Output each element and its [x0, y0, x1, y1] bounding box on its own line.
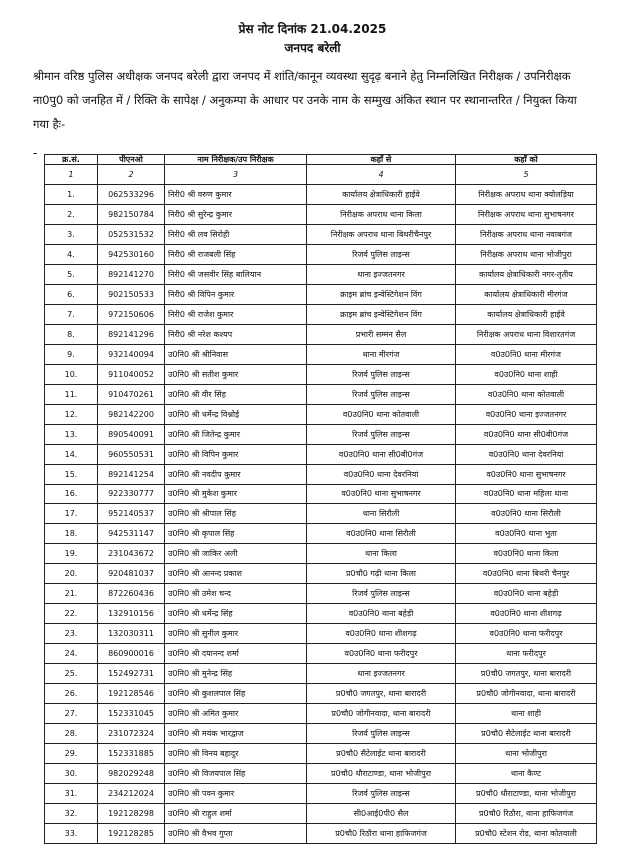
cell-from: कार्यालय क्षेत्राधिकारी हाईवे — [307, 184, 456, 204]
cell-to: प्र0चौ0 जगतपुर, थाना बारादरी — [456, 664, 597, 684]
col-header-from: कहाँ से — [307, 155, 456, 165]
cell-from: व0उ0नि0 थाना फरीदपुर — [307, 644, 456, 664]
cell-from: थाना इज्जतनगर — [307, 664, 456, 684]
cell-officer-name: उ0नि0 श्री वीर सिंह — [165, 384, 307, 404]
cell-serial: 32. — [45, 804, 98, 824]
cell-to: कार्यालय क्षेत्राधिकारी मीरगंज — [456, 284, 597, 304]
table-row — [45, 804, 597, 824]
cell-from: प्र0चौ0 जगतपुर, थाना बारादरी — [307, 684, 456, 704]
cell-to: निरीक्षक अपराध थाना सुभाषनगर — [456, 204, 597, 224]
cell-officer-name: निरी0 श्री राजेश कुमार — [165, 304, 307, 324]
cell-from: रिजर्व पुलिस लाइन्स — [307, 724, 456, 744]
cell-to: प्र0चौ0 सैटेलाईट थाना बारादरी — [456, 724, 597, 744]
cell-from: व0उ0नि0 थाना कोतवाली — [307, 404, 456, 424]
cell-serial: 18. — [45, 524, 98, 544]
cell-serial: 31. — [45, 784, 98, 804]
table-row — [45, 264, 597, 284]
cell-to: निरीक्षक अपराध थाना क्योलड़िया — [456, 184, 597, 204]
cell-to: प्र0चौ0 धौराटाण्डा, थाना भोजीपुरा — [456, 784, 597, 804]
cell-pno: 062533296 — [98, 184, 165, 204]
cell-from: व0उ0नि0 थाना शीशगढ़ — [307, 624, 456, 644]
cell-from: रिजर्व पुलिस लाइन्स — [307, 244, 456, 264]
cell-to: व0उ0नि0 थाना बहेड़ी — [456, 584, 597, 604]
cell-pno: 942530160 — [98, 244, 165, 264]
cell-to: निरीक्षक अपराध थाना नवाबगंज — [456, 224, 597, 244]
table-row — [45, 744, 597, 764]
cell-officer-name: उ0नि0 श्री वैभव गुप्ता — [165, 823, 307, 843]
table-row — [45, 464, 597, 484]
table-row — [45, 384, 597, 404]
cell-serial: 24. — [45, 644, 98, 664]
cell-from: थाना किला — [307, 544, 456, 564]
cell-from: निरीक्षक अपराध थाना बिथरीचैनपुर — [307, 224, 456, 244]
cell-pno: 192128298 — [98, 804, 165, 824]
cell-officer-name: उ0नि0 श्री पवन कुमार — [165, 784, 307, 804]
cell-officer-name: उ0नि0 श्री नवदीप कुमार — [165, 464, 307, 484]
table-row — [45, 344, 597, 364]
cell-to: व0उ0नि0 थाना देवरनियां — [456, 444, 597, 464]
cell-to: कार्यालय क्षेत्राधिकारी हाईवे — [456, 304, 597, 324]
table-row — [45, 704, 597, 724]
table-row — [45, 584, 597, 604]
cell-officer-name: निरी0 श्री लव सिरोही — [165, 224, 307, 244]
cell-pno: 872260436 — [98, 584, 165, 604]
cell-from: थाना इज्जतनगर — [307, 264, 456, 284]
table-row — [45, 204, 597, 224]
cell-pno: 982150784 — [98, 204, 165, 224]
cell-serial: 4. — [45, 244, 98, 264]
cell-pno: 982029248 — [98, 764, 165, 784]
cell-from: व0उ0नि0 थाना देवरनियां — [307, 464, 456, 484]
cell-officer-name: उ0नि0 श्री विजयपाल सिंह — [165, 764, 307, 784]
cell-officer-name: उ0नि0 श्री अमित कुमार — [165, 704, 307, 724]
cell-pno: 920481037 — [98, 564, 165, 584]
cell-to: थाना कैण्ट — [456, 764, 597, 784]
cell-pno: 892141296 — [98, 324, 165, 344]
cell-officer-name: उ0नि0 श्री विपिन कुमार — [165, 444, 307, 464]
cell-officer-name: उ0नि0 श्री कृपाल सिंह — [165, 524, 307, 544]
cell-pno: 192128285 — [98, 823, 165, 843]
cell-serial: 20. — [45, 564, 98, 584]
table-row — [45, 224, 597, 244]
cell-serial: 8. — [45, 324, 98, 344]
cell-officer-name: निरी0 श्री वरुण कुमार — [165, 184, 307, 204]
cell-serial: 1. — [45, 184, 98, 204]
cell-from: प्र0चौ0 गढ़ी थाना किला — [307, 564, 456, 584]
cell-officer-name: निरी0 श्री विपिन कुमार — [165, 284, 307, 304]
cell-officer-name: उ0नि0 श्री जाकिर अली — [165, 544, 307, 564]
table-row — [45, 324, 597, 344]
table-row — [45, 784, 597, 804]
cell-officer-name: उ0नि0 श्री आनन्द प्रकाश — [165, 564, 307, 584]
cell-from: प्र0चौ0 जोगीनवादा, थाना बारादरी — [307, 704, 456, 724]
table-row — [45, 244, 597, 264]
cell-from: थाना मीरगंज — [307, 344, 456, 364]
table-row — [45, 404, 597, 424]
table-row — [45, 424, 597, 444]
cell-pno: 231072324 — [98, 724, 165, 744]
cell-officer-name: उ0नि0 श्री दयानन्द शर्मा — [165, 644, 307, 664]
cell-officer-name: उ0नि0 श्री श्रीपाल सिंह — [165, 504, 307, 524]
cell-serial: 9. — [45, 344, 98, 364]
table-row — [45, 624, 597, 644]
cell-pno: 892141270 — [98, 264, 165, 284]
cell-to: व0उ0नि0 थाना सी0बी0गंज — [456, 424, 597, 444]
table-row — [45, 184, 597, 204]
cell-from: रिजर्व पुलिस लाइन्स — [307, 424, 456, 444]
cell-serial: 26. — [45, 684, 98, 704]
cell-to: व0उ0नि0 थाना फरीदपुर — [456, 624, 597, 644]
cell-to: व0उ0नि0 थाना बिथरी चैनपुर — [456, 564, 597, 584]
cell-serial: 27. — [45, 704, 98, 724]
cell-pno: 911040052 — [98, 364, 165, 384]
table-row — [45, 304, 597, 324]
cell-serial: 16. — [45, 484, 98, 504]
col-header-serial: क्र.सं. — [45, 155, 98, 165]
transfer-table — [44, 154, 597, 844]
cell-pno: 982142200 — [98, 404, 165, 424]
cell-pno: 192128546 — [98, 684, 165, 704]
cell-officer-name: उ0नि0 श्री राहुल शर्मा — [165, 804, 307, 824]
cell-serial: 10. — [45, 364, 98, 384]
cell-serial: 21. — [45, 584, 98, 604]
cell-from: रिजर्व पुलिस लाइन्स — [307, 384, 456, 404]
cell-to: व0उ0नि0 थाना कोतवाली — [456, 384, 597, 404]
page-title: प्रेस नोट दिनांक 21.04.2025 — [238, 22, 387, 36]
cell-serial: 28. — [45, 724, 98, 744]
cell-from: क्राइम ब्रांच इन्वेस्टिगेशन विंग — [307, 284, 456, 304]
page-subtitle: जनपद बरेली — [284, 41, 341, 55]
cell-from: व0उ0नि0 थाना बहेड़ी — [307, 604, 456, 624]
cell-officer-name: उ0नि0 श्री धर्मेन्द्र विश्नोई — [165, 404, 307, 424]
cell-from: सी0आई0पी0 सैल — [307, 804, 456, 824]
cell-pno: 960550531 — [98, 444, 165, 464]
separator-dash: - — [33, 146, 38, 160]
cell-serial: 5. — [45, 264, 98, 284]
cell-pno: 892141254 — [98, 464, 165, 484]
column-index-row — [45, 165, 597, 185]
col-index: 2 — [98, 165, 165, 185]
cell-serial: 11. — [45, 384, 98, 404]
cell-from: व0उ0नि0 थाना सी0बी0गंज — [307, 444, 456, 464]
cell-from: रिजर्व पुलिस लाइन्स — [307, 364, 456, 384]
cell-to: निरीक्षक अपराध थाना विशारतगंज — [456, 324, 597, 344]
cell-serial: 22. — [45, 604, 98, 624]
cell-serial: 6. — [45, 284, 98, 304]
cell-pno: 922330777 — [98, 484, 165, 504]
cell-serial: 13. — [45, 424, 98, 444]
table-row — [45, 504, 597, 524]
cell-pno: 234212024 — [98, 784, 165, 804]
cell-serial: 23. — [45, 624, 98, 644]
cell-officer-name: उ0नि0 श्री सुनील कुमार — [165, 624, 307, 644]
table-row — [45, 444, 597, 464]
cell-from: प्रभारी सम्मन सैल — [307, 324, 456, 344]
cell-pno: 910470261 — [98, 384, 165, 404]
cell-from: निरीक्षक अपराध थाना किला — [307, 204, 456, 224]
cell-to: व0उ0नि0 थाना किला — [456, 544, 597, 564]
col-index: 1 — [45, 165, 98, 185]
cell-serial: 19. — [45, 544, 98, 564]
col-index: 4 — [307, 165, 456, 185]
col-index: 3 — [165, 165, 307, 185]
cell-to: थाना भोजीपुरा — [456, 744, 597, 764]
table-row — [45, 604, 597, 624]
cell-officer-name: निरी0 श्री जसवीर सिंह बालियान — [165, 264, 307, 284]
cell-officer-name: उ0नि0 श्री उमेश चन्द — [165, 584, 307, 604]
cell-pno: 932140094 — [98, 344, 165, 364]
cell-serial: 17. — [45, 504, 98, 524]
col-header-to: कहाँ को — [456, 155, 597, 165]
cell-pno: 152331045 — [98, 704, 165, 724]
cell-serial: 12. — [45, 404, 98, 424]
cell-from: रिजर्व पुलिस लाइन्स — [307, 584, 456, 604]
col-header-pno: पीएनओ — [98, 155, 165, 165]
cell-officer-name: उ0नि0 श्री श्रीनिवास — [165, 344, 307, 364]
cell-officer-name: निरी0 श्री नरेश कश्यप — [165, 324, 307, 344]
cell-to: प्र0चौ0 रिठौरा, थाना हाफिजगंज — [456, 804, 597, 824]
cell-officer-name: निरी0 श्री सुरेन्द्र कुमार — [165, 204, 307, 224]
cell-to: व0उ0नि0 थाना सिरौली — [456, 504, 597, 524]
table-row — [45, 764, 597, 784]
cell-pno: 152331885 — [98, 744, 165, 764]
cell-officer-name: उ0नि0 श्री मयंक भारद्वाज — [165, 724, 307, 744]
cell-to: थाना शाही — [456, 704, 597, 724]
intro-paragraph: श्रीमान वरिष्ठ पुलिस अधीक्षक जनपद बरेली द्वारा जनपद में शांति/कानून व्यवस्था सुदृढ़ बनाने हेतु निम्नलिखित निरीक्षक / उपनिरीक्षक ना0पु0 को जनहित में / रिक्ति के सापेक्ष / अनुकम्पा के आधार पर उनके नाम के सम्मुख अंकित स्थान पर स्थानान्तरित / नियुक्त किया गया हैः- — [33, 69, 577, 131]
col-index: 5 — [456, 165, 597, 185]
cell-from: रिजर्व पुलिस लाइन्स — [307, 784, 456, 804]
cell-pno: 052531532 — [98, 224, 165, 244]
cell-to: व0उ0नि0 थाना मीरगंज — [456, 344, 597, 364]
cell-officer-name: उ0नि0 श्री विनय बहादुर — [165, 744, 307, 764]
cell-to: व0उ0नि0 थाना शीशगढ़ — [456, 604, 597, 624]
cell-serial: 30. — [45, 764, 98, 784]
cell-to: प्र0चौ0 स्टेशन रोड, थाना कोतवाली — [456, 823, 597, 843]
cell-pno: 231043672 — [98, 544, 165, 564]
cell-serial: 2. — [45, 204, 98, 224]
cell-to: व0उ0नि0 थाना भुता — [456, 524, 597, 544]
cell-officer-name: उ0नि0 श्री जितेन्द्र कुमार — [165, 424, 307, 444]
cell-from: थाना सिरौली — [307, 504, 456, 524]
cell-serial: 3. — [45, 224, 98, 244]
cell-pno: 952140537 — [98, 504, 165, 524]
cell-officer-name: उ0नि0 श्री सतीश कुमार — [165, 364, 307, 384]
cell-serial: 7. — [45, 304, 98, 324]
table-row — [45, 823, 597, 843]
cell-serial: 15. — [45, 464, 98, 484]
cell-pno: 972150606 — [98, 304, 165, 324]
table-header-row — [45, 155, 597, 165]
cell-serial: 14. — [45, 444, 98, 464]
table-row — [45, 364, 597, 384]
cell-to: व0उ0नि0 थाना शाही — [456, 364, 597, 384]
cell-pno: 860900016 — [98, 644, 165, 664]
cell-officer-name: उ0नि0 श्री कुशलपाल सिंह — [165, 684, 307, 704]
cell-serial: 33. — [45, 823, 98, 843]
table-row — [45, 524, 597, 544]
cell-pno: 132910156 — [98, 604, 165, 624]
cell-from: प्र0चौ0 धौराटाण्डा, थाना भोजीपुरा — [307, 764, 456, 784]
cell-serial: 29. — [45, 744, 98, 764]
cell-from: व0उ0नि0 थाना सिरौली — [307, 524, 456, 544]
cell-officer-name: उ0नि0 श्री धर्मेन्द्र सिंह — [165, 604, 307, 624]
cell-from: प्र0चौ0 रिठौरा थाना हाफिजगंज — [307, 823, 456, 843]
cell-pno: 132030311 — [98, 624, 165, 644]
table-row — [45, 564, 597, 584]
table-row — [45, 664, 597, 684]
cell-to: निरीक्षक अपराध थाना भोजीपुरा — [456, 244, 597, 264]
table-row — [45, 684, 597, 704]
table-row — [45, 724, 597, 744]
cell-pno: 890540091 — [98, 424, 165, 444]
cell-pno: 152492731 — [98, 664, 165, 684]
table-row — [45, 284, 597, 304]
cell-to: थाना फरीदपुर — [456, 644, 597, 664]
table-row — [45, 544, 597, 564]
cell-from: व0उ0नि0 थाना सुभाषनगर — [307, 484, 456, 504]
cell-officer-name: उ0नि0 श्री मुकेश कुमार — [165, 484, 307, 504]
cell-from: प्र0चौ0 सैटेलाईट थाना बारादरी — [307, 744, 456, 764]
col-header-name: नाम निरीक्षक/उप निरीक्षक — [165, 155, 307, 165]
table-row — [45, 644, 597, 664]
cell-pno: 942531147 — [98, 524, 165, 544]
table-row — [45, 484, 597, 504]
cell-to: व0उ0नि0 थाना इज्जतनगर — [456, 404, 597, 424]
cell-from: क्राइम ब्रांच इन्वेस्टिगेशन विंग — [307, 304, 456, 324]
cell-officer-name: निरी0 श्री राजबली सिंह — [165, 244, 307, 264]
cell-to: कार्यालय क्षेत्राधिकारी नगर-तृतीय — [456, 264, 597, 284]
cell-officer-name: उ0नि0 श्री मुनेन्द्र सिंह — [165, 664, 307, 684]
cell-pno: 902150533 — [98, 284, 165, 304]
cell-to: व0उ0नि0 थाना सुभाषनगर — [456, 464, 597, 484]
cell-serial: 25. — [45, 664, 98, 684]
cell-to: व0उ0नि0 थाना महिला थाना — [456, 484, 597, 504]
cell-to: प्र0चौ0 जोगीनवादा, थाना बारादरी — [456, 684, 597, 704]
